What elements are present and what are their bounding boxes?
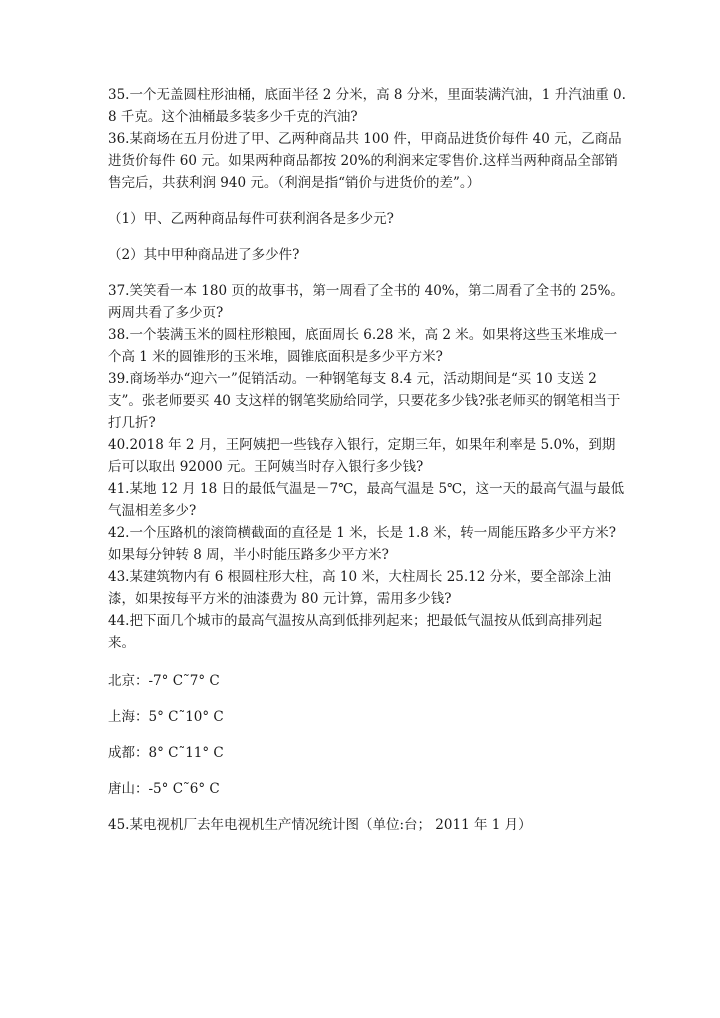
city-temp-shanghai: 上海：5° C˜10° C xyxy=(108,709,224,725)
city-temp-chengdu: 成都：8° C˜11° C xyxy=(108,745,224,761)
spacer xyxy=(108,764,628,778)
question-39: 39.商场举办“迎六一”促销活动。一种钢笔每支 8.4 元，活动期间是“买 10 支送 2 支”。张老师要买 40 支这样的钢笔奖励给同学，只要花多少钱?张老师买的钢笔相当于打几折? xyxy=(108,371,621,431)
question-44: 44.把下面几个城市的最高气温按从高到低排列起来；把最低气温按从低到高排列起来。 xyxy=(108,613,602,651)
question-36: 36.某商场在五月份进了甲、乙两种商品共 100 件，甲商品进货价每件 40 元，乙商品进货价每件 60 元。如果两种商品都按 20%的利润来定零售价.这样当两种商品全部销售完后，共获利润 940 元。（利润是指“销价与进货价的差”。） xyxy=(108,131,622,191)
question-45: 45.某电视机厂去年电视机生产情况统计图（单位:台； 2011 年 1 月） xyxy=(108,817,532,833)
spacer xyxy=(108,230,628,244)
question-35: 35.一个无盖圆柱形油桶，底面半径 2 分米，高 8 分米，里面装满汽油，1 升汽油重 0.8 千克。这个油桶最多装多少千克的汽油? xyxy=(108,87,626,125)
question-42: 42.一个压路机的滚筒横截面的直径是 1 米，长是 1.8 米，转一周能压路多少平方米?如果每分钟转 8 周，半小时能压路多少平方米? xyxy=(108,525,616,563)
worksheet-page xyxy=(108,84,628,836)
question-40: 40.2018 年 2 月，王阿姨把一些钱存入银行，定期三年，如果年利率是 5.0%，到期后可以取出 92000 元。王阿姨当时存入银行多少钱? xyxy=(108,437,616,475)
spacer xyxy=(108,654,628,670)
city-temp-tangshan: 唐山：-5° C˜6° C xyxy=(108,781,220,797)
spacer xyxy=(108,800,628,814)
spacer xyxy=(108,692,628,706)
spacer xyxy=(108,728,628,742)
question-36-sub-1: （1）甲、乙两种商品每件可获利润各是多少元? xyxy=(108,211,394,227)
question-43: 43.某建筑物内有 6 根圆柱形大柱，高 10 米，大柱周长 25.12 分米，要全部涂上油漆，如果按每平方米的油漆费为 80 元计算，需用多少钱? xyxy=(108,569,612,607)
spacer xyxy=(108,194,628,208)
question-41: 41.某地 12 月 18 日的最低气温是－7℃，最高气温是 5℃，这一天的最高气温与最低气温相差多少? xyxy=(108,481,625,519)
question-38: 38.一个装满玉米的圆柱形粮囤，底面周长 6.28 米，高 2 米。如果将这些玉米堆成一个高 1 米的圆锥形的玉米堆，圆锥底面积是多少平方米? xyxy=(108,327,618,365)
spacer xyxy=(108,266,628,280)
question-37: 37.笑笑看一本 180 页的故事书，第一周看了全书的 40%，第二周看了全书的 25%。两周共看了多少页? xyxy=(108,283,624,321)
question-36-sub-2: （2）其中甲种商品进了多少件? xyxy=(108,247,300,263)
city-temp-beijing: 北京：-7° C˜7° C xyxy=(108,673,220,689)
